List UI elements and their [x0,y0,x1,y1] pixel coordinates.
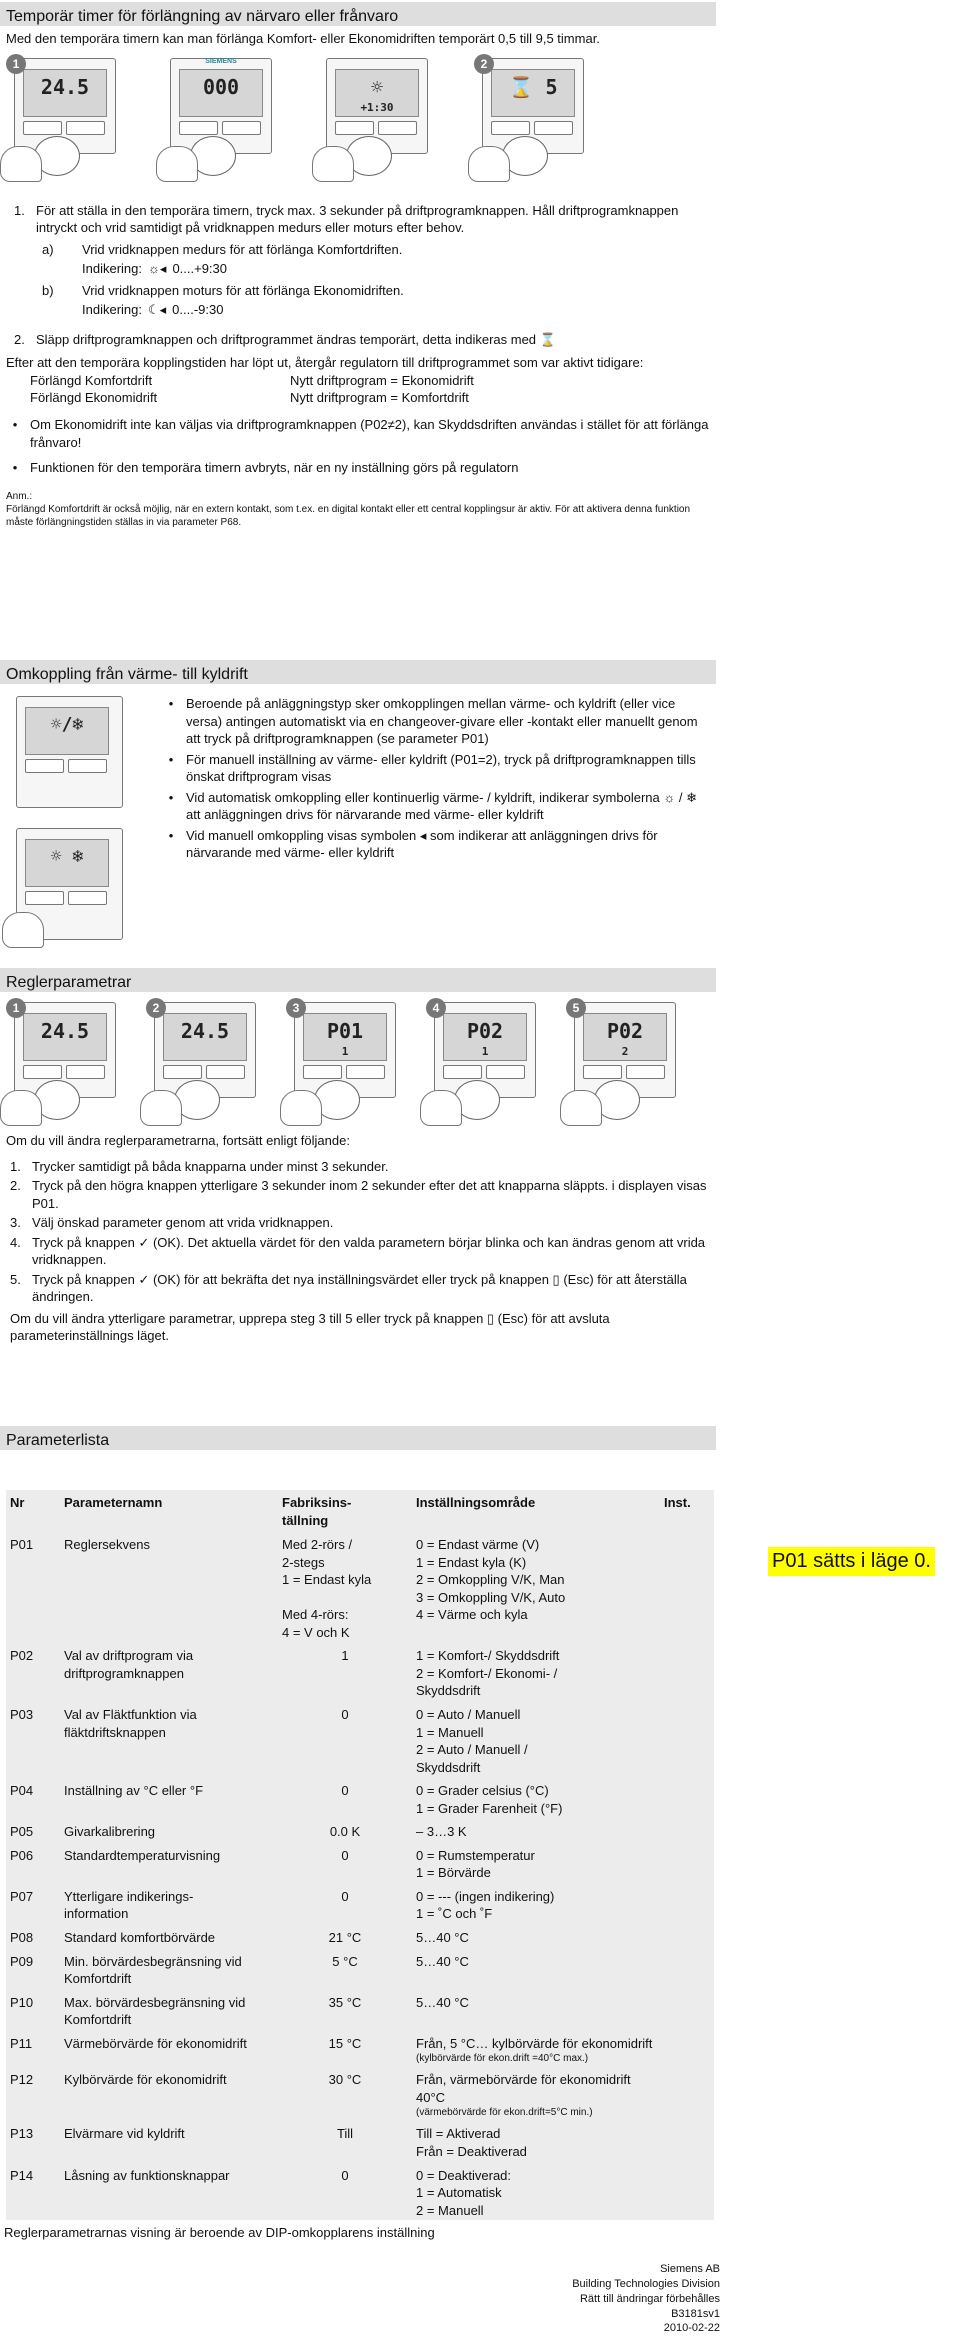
cell-name: Givarkalibrering [64,1824,156,1840]
display-value: 24.5 [40,74,90,99]
hand-icon [140,1090,182,1126]
cell-nr: P02 [10,1648,34,1664]
thermostat-display [23,69,107,117]
step-number-badge: 3 [286,998,306,1018]
note-label: Anm.: [6,490,33,502]
cell-nr: P04 [10,1783,34,1799]
cell-range: 0 = --- (ingen indikering) 1 = ˚C och ˚F [416,1888,555,1922]
section-control-parameters [0,968,716,1345]
table-row [6,1642,714,1701]
cell-name: Max. börvärdesbegränsning vid Komfortdrift [64,1994,246,2028]
step-number-badge: 1 [6,998,26,1018]
parameter-table [6,1490,714,2220]
table-row [6,1777,714,1818]
indication-value: 0....+9:30 [172,261,228,277]
cell-nr: P07 [10,1888,34,1904]
thermostat-display [491,69,575,117]
pair-right: Nytt driftprogram = Ekonomidrift [290,372,474,388]
range-note: (kylbörvärde för ekon.drift =40°C max.) [416,2053,589,2065]
cell-inst [660,2066,714,2120]
parameter-figures [0,998,716,1126]
pair-right: Nytt driftprogram = Komfortdrift [290,390,469,406]
cell-name: Ytterligare indikerings- information [64,1888,194,1922]
thermostat-display: ☼ ❄ [25,839,109,887]
timer-steps: 1. För att ställa in den temporära timern, tryck max. 3 sekunder på driftprogramknappen. Håll driftprogramknappen intryckt och vrid samtidigt på vridknappen medurs eller moturs efter behov. a) Vrid vridknappen medurs för att förlänga Komfortdriften. Indikering: ☼◂ 0....+9:30 b) Vrid vridknappen moturs för att förlänga Ekonomidriften. Indikering: ☾◂ 0....-9:30 2. Släpp driftprogramknappen och driftprogrammet ändras temporärt, detta indikeras med ⌛ [0,194,716,349]
table-row [6,2162,714,2221]
hand-icon [420,1090,462,1126]
footer-disclaimer: Rätt till ändringar förbehålles [579,2292,720,2305]
left-button [163,1065,202,1079]
timer-figure [6,54,152,182]
table-row [6,1883,714,1924]
hourglass-icon: ⌛ [539,331,556,347]
heat-cool-figure-auto [6,692,118,820]
thermostat-display [179,69,263,117]
cell-name: Elvärmare vid kyldrift [64,2126,185,2142]
cell-inst [660,1818,714,1842]
thermostat-display [163,1013,247,1061]
table-header-row [6,1490,714,1530]
col-range: Inställningsområde [416,1495,536,1510]
cell-factory: 0 [341,1888,349,1904]
right-button [68,759,107,773]
cell-inst [660,2120,714,2161]
cell-name: Låsning av funktionsknappar [64,2167,230,2183]
section-title: Omkoppling från värme- till kyldrift [0,660,716,684]
step: Tryck på knappen ✓ (OK). Det aktuella värdet för den valda parametern börjar blinka och kan ändras genom att vrida vridknappen. [32,1234,706,1268]
parameter-steps: 1. Trycker samtidigt på båda knapparna under minst 3 sekunder. 2. Tryck på den högra knappen ytterligare 3 sekunder inom 2 sekunder efter det att knapparna släppts. i displayen visas P01. 3. Välj önskad parameter genom att vrida vridknappen. 4. Tryck på knappen ✓ (OK). Det aktuella värdet för den valda parametern börjar blinka och kan ändras genom att vrida vridknappen. 5. Tryck på knappen ✓ (OK) för att bekräfta det nya inställningsvärdet eller tryck på knappen ▯ (Esc) för att återställa ändringen. [0,1150,716,1306]
cell-nr: P11 [10,2035,33,2051]
thermostat-display [443,1013,527,1061]
cell-inst [660,1701,714,1777]
table-row [6,1701,714,1777]
section-title: Temporär timer för förlängning av närvaro eller frånvaro [0,2,716,26]
parameter-figure [6,998,130,1126]
right-button [486,1065,525,1079]
display-subvalue: 1 [481,1045,489,1058]
cell-nr: P01 [10,1537,34,1553]
right-button [66,1065,105,1079]
display-subvalue: 2 [621,1045,629,1058]
cell-factory: 0 [341,1847,349,1863]
right-button [68,891,107,905]
left-button [443,1065,482,1079]
section-heat-cool: Omkoppling från värme- till kyldrift ☼/❄ ☼ ❄ • Beroende på anläggningstyp sker omkopplingen mellan värme- och kyldrift (eller vice versa) antingen automatiskt via en changeover-givare eller -kontakt eller manuellt genom att tryck på driftprogramknappen (se parameter P01) • För manuell inställning av värme- eller kyldrift (P01=2), tryck på driftprogramknappen tills önskat driftprogram visas • Vid automatisk omkoppling eller kontinuerlig värme- / kyldrift, indikerar symbolerna ☼ / ❄ att anläggningen drivs för närvarande med värme- eller kyldrift • Vid manuell omkoppling visas symbolen ◂ som indikerar att anläggningen drivs för närvarande med värme- eller kyldrift [0,660,716,952]
cell-nr: P13 [10,2126,34,2142]
bullet-economy: Om Ekonomidrift inte kan väljas via driftprogramknappen (P02≠2), kan Skyddsdriften användas i stället för att förlänga frånvaro! [30,417,709,450]
parameter-figure [146,998,270,1126]
table-row [6,1989,714,2030]
hand-icon [312,146,354,182]
cell-factory: 0 [341,2167,349,2183]
cell-factory: 0 [341,1783,349,1799]
step: Trycker samtidigt på båda knapparna under minst 3 sekunder. [32,1158,389,1174]
cell-range: – 3…3 K [416,1824,467,1840]
cell-nr: P09 [10,1953,34,1969]
cell-name: Reglersekvens [64,1537,150,1553]
left-button [25,759,64,773]
cell-inst [660,2030,714,2067]
table-row [6,1948,714,1989]
table-row [6,2030,714,2067]
timer-figures [0,54,716,194]
cell-range: Från, 5 °C… kylbörvärde för ekonomidrift (kylbörvärde för ekon.drift =40°C max.) [412,2030,660,2067]
cell-range: 1 = Komfort-/ Skyddsdrift 2 = Komfort-/ Ekonomi- / Skyddsdrift [416,1648,560,1699]
hand-icon [468,146,510,182]
table-row [6,1924,714,1948]
col-name: Parameternamn [64,1495,163,1510]
cell-range: 5…40 °C [416,1930,469,1946]
cell-inst [660,1642,714,1701]
hand-icon [156,146,198,182]
heat-cool-figure-manual [6,824,118,952]
display-subvalue: 1 [341,1045,349,1058]
option-b-label: b) [42,282,54,298]
parameter-figure [286,998,410,1126]
intro-text: Med den temporära timern kan man förlänga Komfort- eller Ekonomidriften temporärt 0,5 till 9,5 timmar. [6,31,600,46]
cell-inst [660,1924,714,1948]
note-text: Förlängd Komfortdrift är också möjlig, när en extern kontakt, som t.ex. en digital kontakt eller ett central kopplingsur är aktiv. För att aktivera denna funktion måste förlängningstiden ställas in via parameter P68. [6,503,691,528]
cell-name: Standardtemperaturvisning [64,1847,221,1863]
cell-nr: P08 [10,1930,34,1946]
cell-range: 0 = Auto / Manuell 1 = Manuell 2 = Auto / Manuell / Skyddsdrift [416,1707,528,1775]
parameter-figure [566,998,690,1126]
display-value: P02 [606,1019,644,1043]
thermostat-display: ☼/❄ [25,707,109,755]
heat-cool-bullet: Vid automatisk omkoppling eller kontinuerlig värme- / kyldrift, indikerar symbolerna ☼ / ❄ att anläggningen drivs för närvarande med värme- eller kyldrift [186,789,697,823]
cell-name: Val av driftprogram via driftprogramknappen [64,1648,194,1681]
cell-range: 0 = Grader celsius (°C) 1 = Grader Farenheit (°F) [416,1783,563,1816]
display-value: P02 [466,1019,504,1043]
option-b-text: Vrid vridknappen moturs för att förlänga Ekonomidriften. [82,282,404,298]
timer-figure [162,54,308,182]
step-1: För att ställa in den temporära timern, tryck max. 3 sekunder på driftprogramknappen. Håll driftprogramknappen intryckt och vrid samtidigt på vridknappen medurs eller moturs efter behov. [36,202,679,236]
col-factory: Fabriksins- tällning [282,1495,352,1528]
right-button [626,1065,665,1079]
left-button [303,1065,342,1079]
outro-text: Om du vill ändra ytterligare parametrar, upprepa steg 3 till 5 eller tryck på knappen ▯ (Esc) för att avsluta parameterinställnings läget. [10,1310,610,1344]
step-number-badge: 2 [146,998,166,1018]
pair-left: Förlängd Ekonomidrift [30,390,158,406]
display-value: ⌛ 5 [508,74,558,99]
cell-name: Min. börvärdesbegränsning vid Komfortdrift [64,1953,242,1987]
thermostat-device [16,696,123,808]
heat-cool-bullet: Vid manuell omkoppling visas symbolen ◂ som indikerar att anläggningen drivs för närvarande med värme- eller kyldrift [186,827,658,861]
cell-range: 0 = Deaktiverad: 1 = Automatisk 2 = Manuell [416,2167,512,2218]
table-footnote: Reglerparametrarnas visning är beroende av DIP-omkopplarens inställning [4,2225,435,2240]
right-button [534,121,573,135]
cell-factory: 21 °C [328,1930,362,1946]
left-button [583,1065,622,1079]
footer-division: Building Technologies Division [572,2277,720,2290]
cell-range: Från, värmebörvärde för ekonomidrift 40°C (värmebörvärde för ekon.drift=5°C min.) [412,2066,660,2120]
step-2: Släpp driftprogramknappen och driftprogrammet ändras temporärt, detta indikeras med [36,331,537,347]
hand-icon [560,1090,602,1126]
pair-left: Förlängd Komfortdrift [30,372,153,388]
hand-icon [0,1090,42,1126]
cell-name: Inställning av °C eller °F [64,1783,204,1799]
right-button [346,1065,385,1079]
table-row [6,1818,714,1842]
cell-factory: Med 2-rörs / 2-stegs 1 = Endast kyla Med 4-rörs: 4 = V och K [282,1537,372,1640]
intro-text: Om du vill ändra reglerparametrarna, fortsätt enligt följande: [6,1133,350,1148]
display-subvalue: +1:30 [360,100,394,114]
cell-factory: 5 °C [332,1953,358,1969]
cell-name: Val av Fläktfunktion via fläktdriftsknappen [64,1707,197,1740]
cell-factory: 0.0 K [329,1824,361,1840]
table-row [6,1842,714,1883]
economy-extend-icon: ☾◂ [147,302,167,318]
left-button [335,121,374,135]
footer-doc-id: B3181sv1 [671,2307,720,2320]
step-number-badge: 2 [474,54,494,74]
cell-nr: P03 [10,1707,34,1723]
table-row [6,2066,714,2120]
table-row [6,1530,714,1642]
option-a-label: a) [42,241,54,257]
indication-label: Indikering: [82,261,142,277]
footer-date: 2010-02-22 [663,2322,720,2335]
display-value: 24.5 [180,1019,230,1043]
heat-cool-bullet: För manuell inställning av värme- eller kyldrift (P01=2), tryck på driftprogramknappen tills önskat driftprogram visas [186,751,696,785]
hand-icon [280,1090,322,1126]
cell-inst [660,1777,714,1818]
cell-name: Standard komfortbörvärde [64,1930,216,1946]
cell-inst [660,1842,714,1883]
range-note: (värmebörvärde för ekon.drift=5°C min.) [416,2107,593,2119]
display-value: ☼ [370,74,384,99]
comfort-extend-icon: ☼◂ [147,261,167,277]
cell-factory: 30 °C [328,2072,362,2088]
siemens-logo: SIEMENS [205,57,237,65]
col-inst: Inst. [664,1495,691,1510]
cell-range: 5…40 °C [416,1994,469,2010]
cell-nr: P12 [10,2072,34,2088]
cell-factory: 0 [341,1707,349,1723]
step: Tryck på knappen ✓ (OK) för att bekräfta det nya inställningsvärdet eller tryck på knappen ▯ (Esc) för att återställa ändringen. [32,1271,687,1305]
left-button [25,891,64,905]
display-value: 000 [202,74,240,99]
cell-name: Värmebörvärde för ekonomidrift [64,2035,247,2051]
cell-factory: 1 [341,1648,349,1664]
cell-nr: P05 [10,1824,34,1840]
highlight-callout: P01 sätts i läge 0. [768,1547,935,1576]
option-a-text: Vrid vridknappen medurs för att förlänga Komfortdriften. [82,241,403,257]
indication-label: Indikering: [82,302,142,318]
cell-factory: 35 °C [328,1994,362,2010]
cell-name: Kylbörvärde för ekonomidrift [64,2072,227,2088]
cell-inst [660,1883,714,1924]
right-button [222,121,261,135]
thermostat-display [583,1013,667,1061]
cell-factory: Till [336,2126,354,2142]
cell-nr: P06 [10,1847,34,1863]
cell-inst [660,1989,714,2030]
cell-range: 0 = Endast värme (V) 1 = Endast kyla (K) 2 = Omkoppling V/K, Man 3 = Omkoppling V/K, Auto 4 = Värme och kyla [416,1537,566,1623]
program-switch-table [30,372,474,407]
left-button [23,1065,62,1079]
left-button [491,121,530,135]
parameter-figure [426,998,550,1126]
footer [420,2262,720,2336]
right-button [378,121,417,135]
step: Välj önskad parameter genom att vrida vridknappen. [32,1215,334,1231]
step-number-badge: 5 [566,998,586,1018]
cell-inst [660,1948,714,1989]
left-button [23,121,62,135]
cell-range: Till = Aktiverad Från = Deaktiverad [416,2126,527,2159]
timer-figure [474,54,620,182]
section-title: Reglerparametrar [0,968,716,992]
right-button [206,1065,245,1079]
cell-factory: 15 °C [328,2035,362,2051]
cell-range: 5…40 °C [416,1953,469,1969]
section-title: Parameterlista [0,1426,716,1450]
thermostat-display [23,1013,107,1061]
thermostat-display [335,69,419,117]
col-nr: Nr [10,1495,25,1510]
hand-icon [2,912,44,948]
thermostat-display [303,1013,387,1061]
left-button [179,121,218,135]
display-value: 24.5 [40,1019,90,1043]
hand-icon [0,146,42,182]
step-number-badge: 1 [6,54,26,74]
indication-value: 0....-9:30 [172,302,224,318]
cell-inst [660,2162,714,2221]
step: Tryck på den högra knappen ytterligare 3 sekunder inom 2 sekunder efter det att knapparna släppts. i displayen visas P01. [32,1178,707,1211]
timer-figure [318,54,464,182]
cell-inst [660,1530,714,1642]
cell-nr: P14 [10,2167,34,2183]
cell-range: 0 = Rumstemperatur 1 = Börvärde [416,1847,535,1881]
cell-nr: P10 [10,1994,34,2010]
section-parameter-list [0,1426,716,1450]
table-row [6,2120,714,2161]
step-number-badge: 4 [426,998,446,1018]
heat-cool-bullet: Beroende på anläggningstyp sker omkopplingen mellan värme- och kyldrift (eller vice versa) antingen automatiskt via en changeover-givare eller -kontakt eller manuellt genom att tryck på driftprogramknappen (se parameter P01) [186,696,698,747]
after-text: Efter att den temporära kopplingstiden har löpt ut, återgår regulatorn till driftprogrammet som var aktivt tidigare: [6,355,644,371]
bullet-cancel: Funktionen för den temporära timern avbryts, när en ny inställning görs på regulatorn [30,460,519,476]
footer-company: Siemens AB [660,2263,720,2275]
right-button [66,121,105,135]
display-value: P01 [326,1019,364,1043]
section-temporary-timer: Temporär timer för förlängning av närvaro eller frånvaro Med den temporära timern kan man förlänga Komfort- eller Ekonomidriften temporärt 0,5 till 9,5 timmar. 1 24.5 000 SIEMENS ☼ +1:30 2 ⌛ 5 1. För att ställa in den temporära timern, tryck max. 3 sekunder på driftprogramknappen. Håll driftprogramknappen intryckt och vrid samtidigt på vridknappen medurs eller moturs efter behov. a) Vrid vridknappen medurs för att förlänga Komfortdriften. Indikering: ☼◂ 0....+9:30 b) Vrid vridknappen moturs för att förlänga Ekonomidriften. Indikering: ☾◂ 0....-9:30 2. Släpp driftprogramknappen och driftprogrammet ändras temporärt, detta indikeras med ⌛ Efter att den temporära kopplingstiden har löpt ut, återgår regulatorn till driftprogrammet som var aktivt tidigare: Förlängd Komfortdrift Nytt driftprogram = Ekonomidrift Förlängd Ekonomidrift Nytt driftprogram = Komfortdrift • Om Ekonomidrift inte kan väljas via driftprogramknappen (P02≠2), kan Skyddsdriften användas i stället för att förlänga frånvaro! • Funktionen för den temporära timern avbryts, när en ny inställning görs på regulatorn Anm.: Förlängd Komfortdrift är också möjlig, när en extern kontakt, som t.ex. en digital kontakt eller ett central kopplingsur är aktiv. För att aktivera denna funktion måste förlängningstiden ställas in via parameter P68. [0,2,716,529]
